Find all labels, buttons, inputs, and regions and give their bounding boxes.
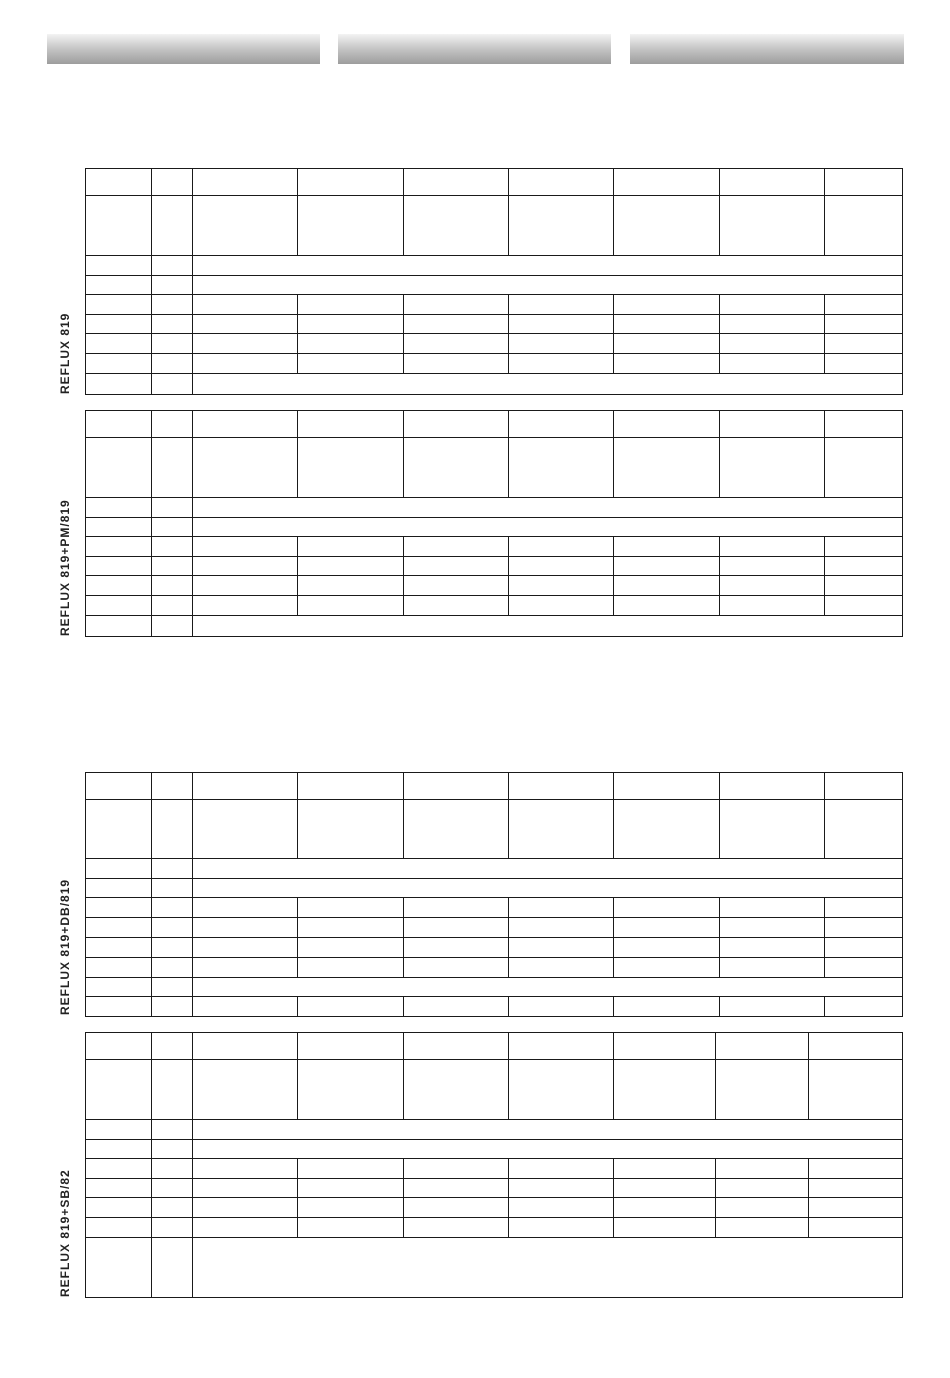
table-border (86, 411, 903, 637)
table-border (86, 169, 903, 395)
table-2-label: REFLUX 819+PM/819 (58, 499, 72, 636)
table-reflux-819 (85, 168, 903, 395)
table-4-label: REFLUX 819+SB/82 (58, 1169, 72, 1297)
table-3-label: REFLUX 819+DB/819 (58, 878, 72, 1015)
table-1-label: REFLUX 819 (58, 312, 72, 394)
table-border (86, 1033, 903, 1298)
table-reflux-819-sb (85, 1032, 903, 1298)
table-border (86, 773, 903, 1017)
table-reflux-819-pm (85, 410, 903, 637)
table-reflux-819-db (85, 772, 903, 1017)
